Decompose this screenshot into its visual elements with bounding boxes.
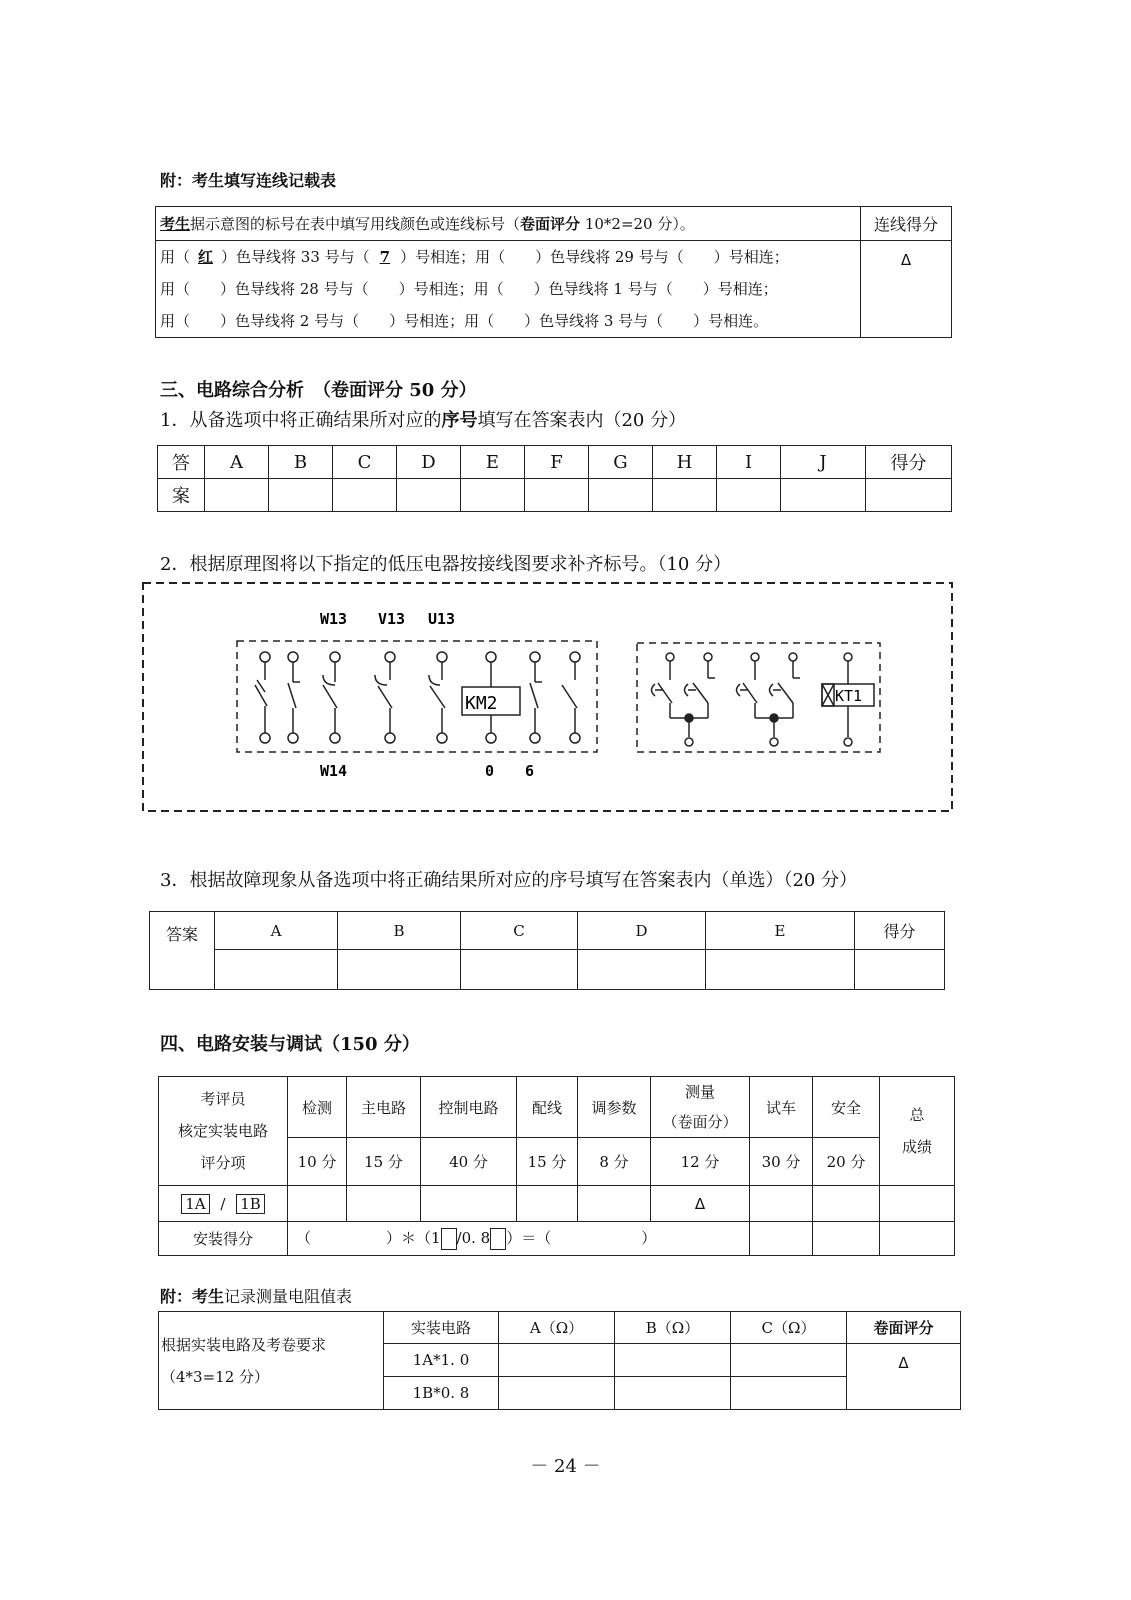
answer-cell-score[interactable] [866, 479, 952, 512]
item-wiring: 配线 [517, 1077, 578, 1138]
ans2-label: 答案 [150, 912, 215, 990]
instr-bold: 考生 [160, 215, 191, 233]
answer-cell-a[interactable] [205, 479, 269, 512]
score-main: 15 分 [347, 1138, 421, 1186]
res-score-mark: Δ [847, 1344, 961, 1410]
install-label: 安装得分 [159, 1222, 288, 1256]
cell-total[interactable] [880, 1186, 955, 1222]
wiring-lines [156, 241, 861, 338]
score-trial: 30 分 [750, 1138, 813, 1186]
wiring-line-3: 用（ ）色导线将 2 号与（ ）号相连；用（ ）色导线将 3 号与（ ）号相连。 [160, 312, 769, 330]
answer-cell-h[interactable] [653, 479, 717, 512]
header-left: 考评员 核定实装电路 评分项 [159, 1077, 288, 1186]
col-e: E [461, 446, 525, 479]
cell-trial[interactable] [750, 1186, 813, 1222]
col2-score: 得分 [855, 912, 945, 950]
answer2-cell-d[interactable] [578, 950, 706, 990]
answer-cell-d[interactable] [397, 479, 461, 512]
answer-cell-g[interactable] [589, 479, 653, 512]
col-circuit: 实装电路 [384, 1312, 499, 1344]
answer-cell-e[interactable] [461, 479, 525, 512]
item-params: 调参数 [578, 1077, 651, 1138]
cell-wiring[interactable] [517, 1186, 578, 1222]
section4-heading: 四、电路安装与调试（150 分） [160, 1034, 420, 1055]
wiring-line-2: 用（ ）色导线将 28 号与（ ）号相连；用（ ）色导线将 1 号与（ ）号相连； [160, 280, 778, 298]
red-fill: 红 [198, 248, 214, 266]
formula-cell-3 [880, 1222, 955, 1256]
option-1a[interactable]: 1A [181, 1194, 209, 1214]
item-safety: 安全 [813, 1077, 880, 1138]
col-j: J [781, 446, 866, 479]
cell-params[interactable] [578, 1186, 651, 1222]
col-h: H [653, 446, 717, 479]
wiring-diagram [140, 580, 955, 815]
answer2-cell-c[interactable] [461, 950, 578, 990]
answer-cell-b[interactable] [269, 479, 333, 512]
resistance-table [158, 1311, 961, 1410]
factor-box-2[interactable] [490, 1228, 506, 1250]
score-header: 连线得分 [861, 207, 952, 241]
wiring-record-table [155, 206, 952, 338]
instr-tail: 10*2=20 分）。 [580, 215, 695, 233]
col2-c: C [461, 912, 578, 950]
appendix-title: 附：考生填写连线记载表 [160, 171, 337, 190]
page-number: － 24 － [530, 1456, 601, 1477]
item-main: 主电路 [347, 1077, 421, 1138]
col-c: C [333, 446, 397, 479]
item-control: 控制电路 [421, 1077, 517, 1138]
item-trial: 试车 [750, 1077, 813, 1138]
score-wiring: 15 分 [517, 1138, 578, 1186]
cell-control[interactable] [421, 1186, 517, 1222]
col-res-b: B（Ω） [615, 1312, 731, 1344]
km2-label: KM2 [465, 693, 498, 714]
q3-text: 3．根据故障现象从备选项中将正确结果所对应的序号填写在答案表内（单选）（20 分） [160, 870, 858, 891]
answer-cell-c[interactable] [333, 479, 397, 512]
resistance-left: 根据实装电路及考卷要求 （4*3=12 分） [159, 1312, 384, 1410]
cell-safety[interactable] [813, 1186, 880, 1222]
instruction-cell [156, 207, 861, 241]
score-measure: 12 分 [651, 1138, 750, 1186]
wiring-line-1: 用（ 红 ）色导线将 33 号与（ 7 ）号相连；用（ ）色导线将 29 号与（ ）号相连； [160, 248, 789, 266]
col-f: F [525, 446, 589, 479]
res-1b-b[interactable] [615, 1377, 731, 1410]
formula-cell-2 [813, 1222, 880, 1256]
col-score: 得分 [866, 446, 952, 479]
res-1a-c[interactable] [731, 1344, 847, 1377]
col-res-a: A（Ω） [499, 1312, 615, 1344]
res-1a-b[interactable] [615, 1344, 731, 1377]
answer-cell-j[interactable] [781, 479, 866, 512]
label-0: 0 [485, 762, 495, 780]
instr-score: 卷面评分 [520, 215, 581, 233]
score-safety: 20 分 [813, 1138, 880, 1186]
label-w13: W13 [320, 610, 348, 628]
answer-table-2 [149, 911, 945, 990]
item-detect: 检测 [288, 1077, 347, 1138]
score-mark: Δ [861, 241, 952, 338]
answer-cell-i[interactable] [717, 479, 781, 512]
col2-e: E [706, 912, 855, 950]
section3-heading: 三、电路综合分析 （卷面评分 50 分） [160, 380, 477, 401]
col2-b: B [338, 912, 461, 950]
score-params: 8 分 [578, 1138, 651, 1186]
num-fill: 7 [379, 248, 391, 266]
cell-detect[interactable] [288, 1186, 347, 1222]
cell-main[interactable] [347, 1186, 421, 1222]
instr-text: 据示意图的标号在表中填写用线颜色或连线标号（ [190, 215, 521, 233]
appendix2-title: 附：考生记录测量电阻值表 [160, 1287, 353, 1306]
answer-cell-f[interactable] [525, 479, 589, 512]
score-control: 40 分 [421, 1138, 517, 1186]
label-v13: V13 [378, 610, 406, 628]
row-1a: 1A*1. 0 [384, 1344, 499, 1377]
col2-d: D [578, 912, 706, 950]
col-res-c: C（Ω） [731, 1312, 847, 1344]
col-g: G [589, 446, 653, 479]
col-b: B [269, 446, 333, 479]
total-header: 总 成绩 [880, 1077, 955, 1186]
label-6: 6 [525, 762, 535, 780]
res-1a-a[interactable] [499, 1344, 615, 1377]
install-score-table [158, 1076, 955, 1256]
circuit-select[interactable]: 1A / 1B [159, 1186, 288, 1222]
formula-cell-1 [750, 1222, 813, 1256]
row-1b: 1B*0. 8 [384, 1377, 499, 1410]
q1-text: 1．从备选项中将正确结果所对应的序号填写在答案表内（20 分） [160, 410, 687, 431]
answer2-cell-b[interactable] [338, 950, 461, 990]
res-1b-a[interactable] [499, 1377, 615, 1410]
option-1b[interactable]: 1B [236, 1194, 265, 1214]
col2-a: A [215, 912, 338, 950]
label-w14: W14 [320, 762, 348, 780]
q2-text: 2．根据原理图将以下指定的低压电器按接线图要求补齐标号。（10 分） [160, 554, 732, 575]
col-res-score: 卷面评分 [847, 1312, 961, 1344]
score-detect: 10 分 [288, 1138, 347, 1186]
ans-label-1: 答 [158, 446, 205, 479]
factor-box-1[interactable] [441, 1228, 457, 1250]
answer2-cell-e[interactable] [706, 950, 855, 990]
res-1b-c[interactable] [731, 1377, 847, 1410]
answer-table-1 [157, 445, 952, 512]
label-u13: U13 [428, 610, 456, 628]
ans-label-2: 案 [158, 479, 205, 512]
cell-measure: Δ [651, 1186, 750, 1222]
item-measure: 测量 （卷面分） [651, 1077, 750, 1138]
install-formula: （ ）＊（1 /0. 8 ）＝（ ） [288, 1222, 750, 1256]
answer2-cell-a[interactable] [215, 950, 338, 990]
answer2-cell-score[interactable] [855, 950, 945, 990]
kt1-label: KT1 [835, 687, 863, 705]
col-a: A [205, 446, 269, 479]
col-d: D [397, 446, 461, 479]
col-i: I [717, 446, 781, 479]
